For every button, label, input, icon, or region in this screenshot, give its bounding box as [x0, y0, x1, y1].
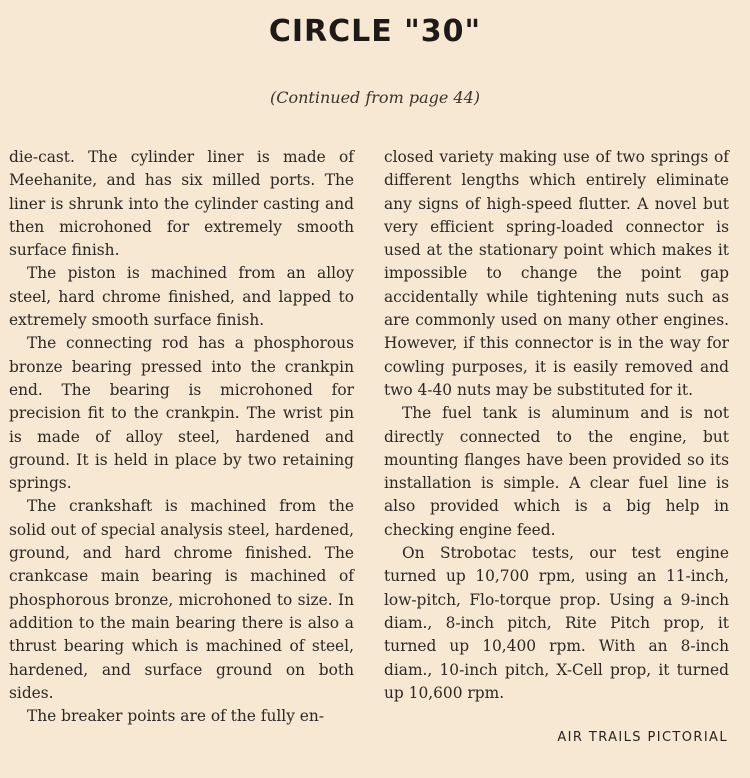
paragraph: The fuel tank is aluminum and is not directly connected to the engine, but mounting flanges have been provided so its installation is simple. A clear fuel line is also provided which is a big help in checking engine feed.: [384, 404, 729, 539]
continued-note: (Continued from page 44): [269, 88, 480, 107]
paragraph: The connecting rod has a phosphorous bronze bearing pressed into the crankpin end. The bearing is microhoned for precision fit to the crankpin. The wrist pin is made of alloy steel, hardened and ground. It is held in place by two retaining springs.: [9, 334, 354, 493]
paragraph: The crankshaft is machined from the solid out of special analysis steel, hardened, ground, and hard chrome finished. The crankcase main bearing is machined of phosphorous bronze, microhoned to size. In addition to the main bearing there is also a thrust bearing which is machined of steel, hardened, and surface ground on both sides.: [9, 497, 354, 702]
right-column: [384, 146, 729, 705]
publication-footer: AIR TRAILS PICTORIAL: [557, 730, 728, 745]
article-title: CIRCLE "30": [268, 14, 482, 49]
paragraph: The breaker points are of the fully en-: [27, 707, 325, 726]
left-column: [9, 146, 354, 728]
paragraph: die-cast. The cylinder liner is made of Meehanite, and has six milled ports. The liner is shrunk into the cylinder casting and then microhoned for extremely smooth surface finish.: [9, 148, 354, 260]
paragraph: The piston is machined from an alloy steel, hard chrome finished, and lapped to extremely smooth surface finish.: [9, 264, 354, 330]
paragraph: closed variety making use of two springs of different lengths which entirely eliminate any signs of high-speed flutter. A novel but very efficient spring-loaded connector is used at the stationary point which makes it impossible to change the point gap accidentally while tightening nuts such as are commonly used on many other engines. However, if this connector is in the way for cowling purposes, it is easily removed and two 4-40 nuts may be substituted for it.: [384, 148, 729, 399]
paragraph: On Strobotac tests, our test engine turned up 10,700 rpm, using an 11-inch, low-pitch, Flo-torque prop. Using a 9-inch diam., 8-inch pitch, Rite Pitch prop, it turned up 10,400 rpm. With an 8-inch diam., 10-inch pitch, X-Cell prop, it turned up 10,600 rpm.: [384, 544, 729, 702]
